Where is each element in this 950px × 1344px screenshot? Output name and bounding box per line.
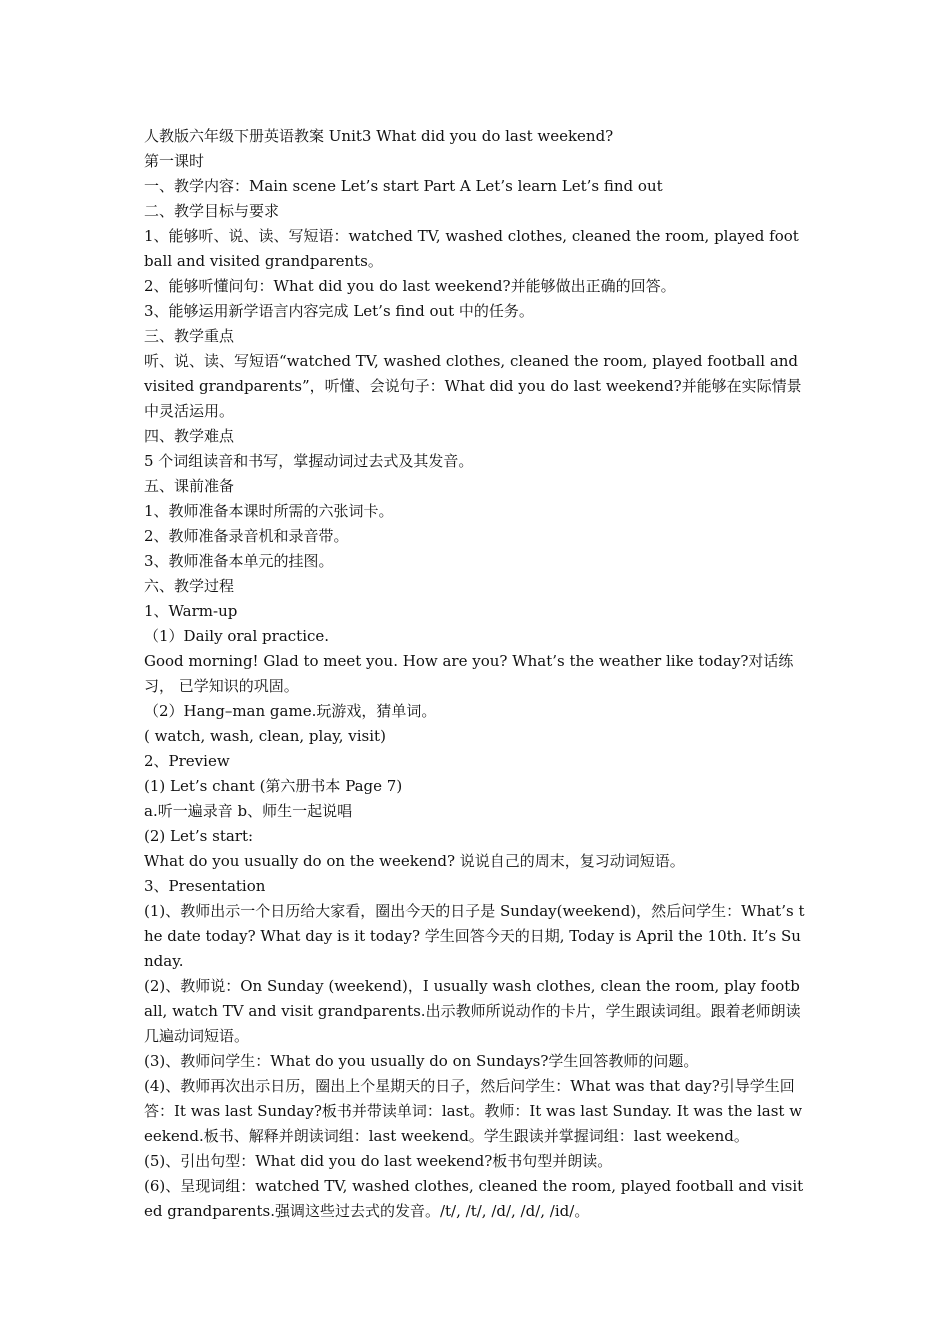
paragraph: (1)、教师出示一个日历给大家看，圈出今天的日子是 Sunday(weekend)，然后问学生：What’s the date today? What day is it today? 学生回答今天的日期, Today is April the 10th. It’s Sunday. bbox=[144, 902, 805, 970]
document-body bbox=[144, 174, 808, 1224]
paragraph: 5 个词组读音和书写，掌握动词过去式及其发音。 bbox=[144, 452, 474, 470]
paragraph: (6)、呈现词组：watched TV, washed clothes, cleaned the room, played football and visited grandparents.强调这些过去式的发音。/t/, /t/, /d/, /d/, /id/。 bbox=[144, 1177, 804, 1220]
paragraph: (2) Let’s start: bbox=[144, 827, 254, 845]
paragraph: 1、Warm-up bbox=[144, 602, 238, 620]
paragraph: What do you usually do on the weekend? 说说自己的周末，复习动词短语。 bbox=[144, 852, 685, 870]
paragraph: （1）Daily oral practice. bbox=[144, 627, 330, 645]
paragraph: 3、Presentation bbox=[144, 877, 266, 895]
paragraph: Good morning! Glad to meet you. How are you? What’s the weather like today?对话练习， 已学知识的巩固。 bbox=[144, 652, 794, 695]
paragraph: 2、能够听懂问句：What did you do last weekend?并能够做出正确的回答。 bbox=[144, 277, 676, 295]
paragraph: a.听一遍录音 b、师生一起说唱 bbox=[144, 802, 353, 820]
paragraph: (4)、教师再次出示日历，圈出上个星期天的日子，然后问学生：What was that day?引导学生回答：It was last Sunday?板书并带读单词：last。教师：It was last Sunday. It was the last weekend.板书、解释并朗读词组：last weekend。学生跟读并掌握词组：last weekend。 bbox=[144, 1077, 803, 1145]
document-title: 人教版六年级下册英语教案 Unit3 What did you do last weekend? bbox=[144, 127, 614, 145]
paragraph: 六、教学过程 bbox=[144, 577, 235, 595]
paragraph: 1、教师准备本课时所需的六张词卡。 bbox=[144, 502, 394, 520]
paragraph: 3、能够运用新学语言内容完成 Let’s find out 中的任务。 bbox=[144, 302, 534, 320]
paragraph: 二、教学目标与要求 bbox=[144, 202, 280, 220]
paragraph: (2)、教师说：On Sunday (weekend)，I usually wash clothes, clean the room, play football, watch TV and visit grandparents.出示教师所说动作的卡片，学生跟读词组。跟着老师朗读几遍动词短语。 bbox=[144, 977, 801, 1045]
paragraph: 1、能够听、说、读、写短语：watched TV, washed clothes, cleaned the room, played football and visited grandparents。 bbox=[144, 227, 799, 270]
paragraph: ( watch, wash, clean, play, visit) bbox=[144, 727, 386, 745]
paragraph: (1) Let’s chant (第六册书本 Page 7) bbox=[144, 777, 403, 795]
paragraph: 2、教师准备录音机和录音带。 bbox=[144, 527, 349, 545]
paragraph: 3、教师准备本单元的挂图。 bbox=[144, 552, 334, 570]
paragraph: (5)、引出句型：What did you do last weekend?板书句型并朗读。 bbox=[144, 1152, 613, 1170]
paragraph: 2、Preview bbox=[144, 752, 230, 770]
paragraph: (3)、教师问学生：What do you usually do on Sundays?学生回答教师的问题。 bbox=[144, 1052, 699, 1070]
paragraph: 听、说、读、写短语“watched TV, washed clothes, cleaned the room, played football and visited grandparents”，听懂、会说句子：What did you do last weekend?并能够在实际情景中灵活运用。 bbox=[144, 352, 802, 420]
document-page bbox=[144, 124, 808, 1224]
paragraph: 一、教学内容：Main scene Let’s start Part A Let’s learn Let’s find out bbox=[144, 177, 663, 195]
paragraph: 四、教学难点 bbox=[144, 427, 235, 445]
paragraph: 五、课前准备 bbox=[144, 477, 235, 495]
paragraph: （2）Hang–man game.玩游戏，猜单词。 bbox=[144, 702, 437, 720]
lesson-heading: 第一课时 bbox=[144, 152, 205, 170]
paragraph: 三、教学重点 bbox=[144, 327, 235, 345]
